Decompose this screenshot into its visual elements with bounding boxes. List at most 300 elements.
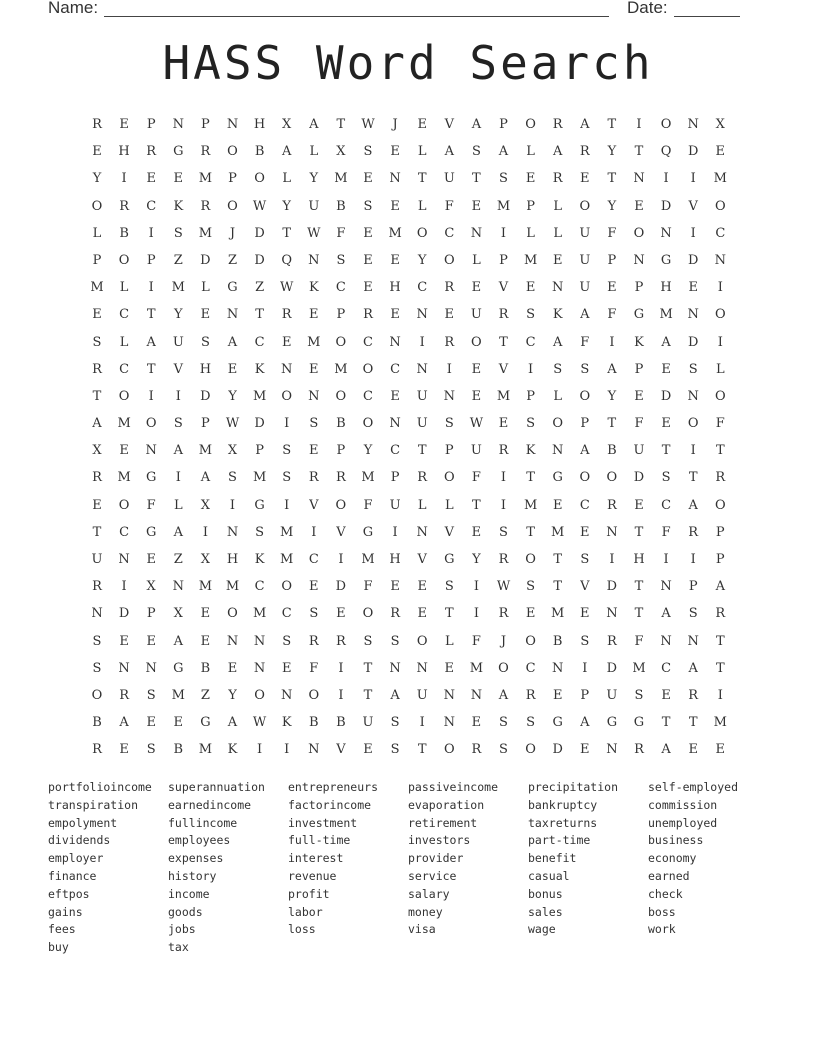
grid-letter[interactable]: U: [443, 171, 455, 187]
grid-letter[interactable]: R: [688, 687, 699, 703]
grid-letter[interactable]: M: [198, 171, 213, 187]
grid-letter[interactable]: S: [146, 687, 156, 703]
grid-letter[interactable]: S: [526, 579, 536, 595]
grid-letter[interactable]: I: [473, 606, 479, 622]
grid-letter[interactable]: L: [444, 633, 454, 649]
grid-letter[interactable]: N: [606, 524, 618, 540]
grid-letter[interactable]: A: [580, 307, 590, 323]
grid-letter[interactable]: W: [252, 198, 267, 214]
grid-letter[interactable]: O: [714, 497, 726, 513]
grid-letter[interactable]: H: [389, 280, 401, 296]
grid-letter[interactable]: D: [118, 606, 130, 622]
grid-letter[interactable]: N: [389, 660, 401, 676]
grid-letter[interactable]: P: [634, 361, 644, 377]
grid-letter[interactable]: O: [254, 687, 265, 703]
grid-letter[interactable]: U: [308, 198, 320, 214]
grid-letter[interactable]: U: [606, 687, 618, 703]
grid-letter[interactable]: S: [553, 361, 563, 377]
grid-letter[interactable]: T: [553, 552, 563, 567]
grid-letter[interactable]: T: [92, 524, 102, 540]
grid-letter[interactable]: Y: [174, 307, 183, 323]
grid-letter[interactable]: R: [715, 606, 726, 622]
grid-letter[interactable]: N: [226, 307, 239, 323]
grid-letter[interactable]: T: [336, 117, 346, 132]
grid-letter[interactable]: Y: [472, 552, 481, 567]
grid-letter[interactable]: T: [282, 225, 292, 241]
grid-letter[interactable]: E: [715, 742, 726, 758]
grid-letter[interactable]: W: [225, 416, 240, 432]
grid-letter[interactable]: E: [119, 117, 129, 132]
grid-letter[interactable]: I: [419, 334, 425, 350]
grid-letter[interactable]: V: [417, 552, 427, 567]
grid-letter[interactable]: M: [117, 470, 131, 486]
grid-letter[interactable]: E: [552, 252, 563, 268]
grid-letter[interactable]: A: [173, 443, 183, 459]
grid-letter[interactable]: S: [526, 715, 536, 731]
grid-letter[interactable]: S: [309, 416, 319, 432]
grid-letter[interactable]: P: [146, 252, 156, 268]
grid-letter[interactable]: D: [660, 198, 672, 214]
grid-letter[interactable]: R: [444, 280, 455, 296]
grid-letter[interactable]: E: [552, 687, 563, 703]
grid-letter[interactable]: N: [470, 225, 483, 241]
grid-letter[interactable]: T: [255, 307, 264, 323]
grid-letter[interactable]: E: [552, 497, 563, 513]
grid-letter[interactable]: O: [227, 198, 238, 214]
grid-letter[interactable]: N: [443, 687, 455, 703]
grid-letter[interactable]: S: [444, 416, 454, 432]
grid-letter[interactable]: C: [390, 361, 401, 377]
grid-letter[interactable]: D: [687, 334, 699, 350]
grid-letter[interactable]: F: [580, 334, 590, 350]
grid-letter[interactable]: P: [715, 552, 725, 567]
grid-letter[interactable]: S: [390, 633, 400, 649]
grid-letter[interactable]: M: [280, 552, 294, 567]
grid-letter[interactable]: M: [632, 660, 646, 676]
grid-letter[interactable]: I: [663, 171, 669, 187]
grid-letter[interactable]: G: [200, 715, 211, 731]
grid-letter[interactable]: O: [579, 388, 591, 404]
grid-letter[interactable]: S: [146, 742, 156, 758]
grid-letter[interactable]: C: [281, 606, 292, 622]
grid-letter[interactable]: N: [172, 117, 184, 132]
grid-letter[interactable]: F: [634, 416, 644, 432]
grid-letter[interactable]: G: [227, 280, 238, 296]
grid-letter[interactable]: P: [255, 443, 264, 459]
grid-letter[interactable]: L: [444, 497, 454, 513]
grid-letter[interactable]: T: [363, 660, 373, 676]
grid-letter[interactable]: S: [309, 606, 319, 622]
grid-letter[interactable]: A: [281, 144, 292, 160]
grid-letter[interactable]: O: [714, 198, 726, 214]
grid-letter[interactable]: R: [552, 117, 563, 132]
grid-letter[interactable]: E: [688, 742, 698, 758]
date-blank-line[interactable]: [674, 16, 740, 17]
grid-letter[interactable]: C: [525, 334, 536, 350]
grid-letter[interactable]: T: [499, 334, 508, 350]
grid-letter[interactable]: B: [336, 715, 346, 731]
grid-letter[interactable]: E: [471, 198, 482, 214]
grid-letter[interactable]: M: [225, 579, 240, 595]
grid-letter[interactable]: E: [146, 715, 156, 731]
grid-letter[interactable]: N: [660, 633, 672, 649]
grid-letter[interactable]: G: [173, 144, 184, 160]
grid-letter[interactable]: D: [254, 225, 265, 241]
grid-letter[interactable]: O: [660, 117, 672, 132]
grid-letter[interactable]: G: [362, 524, 374, 540]
grid-letter[interactable]: U: [633, 443, 645, 459]
grid-letter[interactable]: E: [146, 171, 156, 187]
grid-letter[interactable]: E: [390, 579, 400, 595]
grid-letter[interactable]: Y: [228, 687, 237, 703]
grid-letter[interactable]: L: [309, 144, 319, 160]
grid-letter[interactable]: I: [690, 225, 696, 241]
grid-letter[interactable]: R: [200, 198, 211, 214]
grid-letter[interactable]: F: [471, 470, 481, 486]
grid-letter[interactable]: I: [338, 687, 344, 703]
grid-letter[interactable]: B: [119, 225, 129, 241]
grid-letter[interactable]: N: [552, 280, 564, 296]
grid-letter[interactable]: D: [254, 252, 265, 268]
grid-letter[interactable]: A: [661, 742, 671, 758]
grid-letter[interactable]: M: [252, 470, 267, 486]
grid-letter[interactable]: T: [634, 579, 644, 595]
grid-letter[interactable]: T: [607, 117, 617, 132]
grid-letter[interactable]: S: [444, 579, 454, 595]
grid-letter[interactable]: S: [363, 198, 373, 214]
grid-letter[interactable]: N: [145, 660, 157, 676]
grid-letter[interactable]: P: [92, 252, 102, 268]
grid-letter[interactable]: A: [552, 334, 563, 350]
grid-letter[interactable]: M: [388, 225, 402, 241]
grid-letter[interactable]: O: [525, 633, 536, 649]
grid-letter[interactable]: N: [687, 117, 699, 132]
grid-letter[interactable]: H: [389, 552, 401, 567]
grid-letter[interactable]: I: [717, 280, 723, 296]
grid-letter[interactable]: B: [309, 715, 319, 731]
grid-letter[interactable]: T: [661, 443, 671, 459]
grid-letter[interactable]: Y: [363, 443, 373, 459]
grid-letter[interactable]: D: [254, 416, 265, 432]
grid-letter[interactable]: P: [715, 524, 725, 540]
grid-letter[interactable]: W: [361, 117, 375, 132]
grid-letter[interactable]: T: [526, 470, 535, 486]
grid-letter[interactable]: O: [118, 252, 130, 268]
grid-letter[interactable]: E: [309, 361, 319, 377]
grid-letter[interactable]: D: [200, 252, 211, 268]
grid-letter[interactable]: D: [335, 579, 347, 595]
grid-letter[interactable]: V: [580, 579, 590, 595]
grid-letter[interactable]: I: [717, 687, 723, 703]
grid-letter[interactable]: T: [146, 361, 156, 377]
grid-letter[interactable]: C: [363, 388, 373, 404]
grid-letter[interactable]: E: [471, 524, 482, 540]
grid-letter[interactable]: L: [715, 361, 725, 377]
grid-letter[interactable]: F: [471, 633, 481, 649]
grid-letter[interactable]: V: [309, 497, 319, 513]
grid-letter[interactable]: N: [91, 606, 103, 622]
grid-letter[interactable]: I: [392, 524, 398, 540]
grid-letter[interactable]: B: [92, 715, 102, 731]
grid-letter[interactable]: R: [715, 470, 726, 486]
grid-letter[interactable]: X: [282, 117, 292, 132]
grid-letter[interactable]: X: [200, 552, 211, 567]
grid-letter[interactable]: O: [579, 198, 591, 214]
grid-letter[interactable]: F: [715, 416, 725, 432]
grid-letter[interactable]: R: [634, 742, 644, 758]
grid-letter[interactable]: E: [146, 633, 156, 649]
grid-letter[interactable]: M: [307, 334, 321, 350]
grid-letter[interactable]: F: [363, 579, 373, 595]
grid-letter[interactable]: I: [148, 280, 154, 296]
grid-letter[interactable]: D: [687, 144, 699, 160]
grid-letter[interactable]: M: [252, 606, 267, 622]
grid-letter[interactable]: K: [254, 552, 265, 567]
grid-letter[interactable]: O: [362, 606, 374, 622]
grid-letter[interactable]: L: [92, 225, 102, 241]
grid-letter[interactable]: M: [469, 660, 484, 676]
grid-letter[interactable]: E: [309, 443, 319, 459]
name-blank-line[interactable]: [104, 16, 609, 17]
grid-letter[interactable]: G: [633, 307, 645, 323]
grid-letter[interactable]: E: [444, 307, 455, 323]
grid-letter[interactable]: Z: [227, 252, 238, 268]
grid-letter[interactable]: S: [526, 416, 536, 432]
grid-letter[interactable]: A: [688, 497, 698, 513]
grid-letter[interactable]: S: [390, 742, 400, 758]
grid-letter[interactable]: E: [634, 198, 644, 214]
grid-letter[interactable]: T: [526, 524, 535, 540]
grid-letter[interactable]: M: [713, 715, 727, 731]
grid-letter[interactable]: E: [390, 307, 400, 323]
grid-letter[interactable]: M: [280, 524, 294, 540]
grid-letter[interactable]: B: [607, 443, 617, 459]
grid-letter[interactable]: E: [661, 361, 671, 377]
grid-letter[interactable]: T: [607, 416, 617, 432]
grid-letter[interactable]: Y: [228, 388, 237, 404]
grid-letter[interactable]: M: [496, 198, 511, 214]
grid-letter[interactable]: O: [227, 606, 238, 622]
grid-letter[interactable]: M: [713, 171, 727, 187]
grid-letter[interactable]: I: [717, 334, 723, 350]
grid-letter[interactable]: S: [363, 144, 373, 160]
grid-letter[interactable]: R: [390, 606, 400, 622]
grid-letter[interactable]: C: [661, 660, 672, 676]
grid-letter[interactable]: E: [634, 497, 644, 513]
grid-letter[interactable]: R: [200, 144, 211, 160]
grid-letter[interactable]: P: [499, 252, 508, 268]
grid-letter[interactable]: M: [117, 416, 131, 432]
grid-letter[interactable]: I: [338, 660, 344, 676]
grid-letter[interactable]: E: [200, 606, 211, 622]
grid-letter[interactable]: E: [363, 171, 373, 187]
grid-letter[interactable]: N: [118, 552, 130, 567]
grid-letter[interactable]: E: [390, 388, 400, 404]
grid-letter[interactable]: X: [146, 579, 156, 595]
grid-letter[interactable]: Z: [255, 280, 265, 296]
grid-letter[interactable]: O: [471, 334, 482, 350]
grid-letter[interactable]: X: [92, 443, 102, 459]
grid-letter[interactable]: O: [145, 416, 157, 432]
grid-letter[interactable]: O: [443, 742, 455, 758]
grid-letter[interactable]: Y: [607, 198, 617, 214]
grid-letter[interactable]: E: [281, 334, 292, 350]
grid-letter[interactable]: E: [417, 579, 427, 595]
grid-letter[interactable]: Z: [200, 687, 210, 703]
grid-letter[interactable]: N: [443, 715, 455, 731]
grid-letter[interactable]: I: [284, 497, 290, 513]
grid-letter[interactable]: U: [172, 334, 184, 350]
grid-letter[interactable]: M: [171, 687, 185, 703]
grid-letter[interactable]: W: [469, 416, 484, 432]
grid-letter[interactable]: R: [363, 307, 373, 323]
grid-letter[interactable]: N: [714, 252, 726, 268]
grid-letter[interactable]: D: [660, 388, 672, 404]
grid-letter[interactable]: N: [145, 443, 157, 459]
grid-letter[interactable]: R: [498, 443, 509, 459]
grid-letter[interactable]: K: [552, 307, 563, 323]
grid-letter[interactable]: S: [282, 633, 292, 649]
grid-letter[interactable]: R: [335, 633, 346, 649]
grid-letter[interactable]: I: [121, 579, 127, 595]
grid-letter[interactable]: S: [390, 715, 400, 731]
grid-letter[interactable]: L: [201, 280, 210, 296]
grid-letter[interactable]: H: [253, 117, 266, 132]
grid-letter[interactable]: O: [687, 416, 699, 432]
grid-letter[interactable]: S: [499, 742, 508, 758]
grid-letter[interactable]: Q: [281, 252, 293, 268]
grid-letter[interactable]: I: [690, 552, 696, 567]
grid-letter[interactable]: C: [119, 361, 130, 377]
grid-letter[interactable]: N: [660, 225, 672, 241]
grid-letter[interactable]: V: [336, 524, 346, 540]
grid-letter[interactable]: V: [444, 117, 454, 132]
grid-letter[interactable]: N: [389, 416, 401, 432]
grid-letter[interactable]: J: [392, 117, 398, 132]
grid-letter[interactable]: R: [92, 742, 102, 758]
grid-letter[interactable]: E: [200, 633, 211, 649]
grid-letter[interactable]: E: [227, 660, 238, 676]
grid-letter[interactable]: F: [363, 497, 373, 513]
grid-letter[interactable]: E: [471, 280, 482, 296]
grid-letter[interactable]: R: [444, 334, 455, 350]
grid-letter[interactable]: V: [336, 742, 346, 758]
grid-letter[interactable]: P: [499, 117, 508, 132]
grid-letter[interactable]: R: [471, 742, 482, 758]
grid-letter[interactable]: O: [308, 687, 320, 703]
grid-letter[interactable]: O: [525, 117, 536, 132]
grid-letter[interactable]: P: [201, 416, 210, 432]
grid-letter[interactable]: E: [173, 171, 184, 187]
grid-letter[interactable]: O: [254, 171, 265, 187]
grid-letter[interactable]: C: [661, 497, 672, 513]
grid-letter[interactable]: Y: [607, 388, 617, 404]
grid-letter[interactable]: S: [92, 633, 102, 649]
grid-letter[interactable]: R: [552, 171, 563, 187]
grid-letter[interactable]: L: [526, 225, 535, 241]
grid-letter[interactable]: E: [363, 280, 373, 296]
grid-letter[interactable]: R: [606, 497, 617, 513]
grid-letter[interactable]: F: [607, 225, 617, 241]
grid-letter[interactable]: O: [633, 225, 645, 241]
grid-letter[interactable]: E: [688, 280, 698, 296]
grid-letter[interactable]: T: [417, 742, 427, 758]
grid-letter[interactable]: O: [362, 416, 374, 432]
grid-letter[interactable]: S: [336, 252, 346, 268]
grid-letter[interactable]: E: [92, 307, 102, 323]
grid-letter[interactable]: B: [200, 660, 211, 676]
grid-letter[interactable]: C: [579, 497, 590, 513]
grid-letter[interactable]: E: [200, 307, 211, 323]
grid-letter[interactable]: A: [580, 715, 590, 731]
grid-letter[interactable]: Y: [309, 171, 319, 187]
grid-letter[interactable]: I: [257, 742, 263, 758]
grid-letter[interactable]: I: [528, 361, 534, 377]
grid-letter[interactable]: S: [688, 361, 698, 377]
grid-letter[interactable]: K: [634, 334, 644, 350]
grid-letter[interactable]: N: [389, 334, 401, 350]
grid-letter[interactable]: R: [498, 552, 509, 567]
grid-letter[interactable]: T: [634, 606, 644, 622]
grid-letter[interactable]: L: [417, 497, 427, 513]
grid-letter[interactable]: I: [500, 225, 507, 241]
grid-letter[interactable]: F: [444, 198, 454, 214]
grid-letter[interactable]: P: [607, 252, 617, 268]
grid-letter[interactable]: C: [146, 198, 157, 214]
grid-letter[interactable]: M: [361, 552, 375, 567]
grid-letter[interactable]: T: [634, 144, 644, 160]
grid-letter[interactable]: O: [281, 579, 293, 595]
grid-letter[interactable]: L: [553, 198, 562, 214]
grid-letter[interactable]: I: [284, 416, 290, 432]
grid-letter[interactable]: T: [661, 715, 671, 731]
grid-letter[interactable]: E: [390, 252, 400, 268]
grid-letter[interactable]: R: [92, 117, 102, 132]
grid-letter[interactable]: A: [580, 443, 590, 459]
grid-letter[interactable]: O: [714, 388, 726, 404]
grid-letter[interactable]: W: [280, 280, 294, 296]
grid-letter[interactable]: R: [308, 633, 319, 649]
grid-letter[interactable]: S: [92, 660, 102, 676]
grid-letter[interactable]: C: [254, 334, 265, 350]
grid-letter[interactable]: A: [580, 117, 590, 132]
grid-letter[interactable]: P: [580, 416, 590, 432]
grid-letter[interactable]: V: [498, 280, 509, 296]
grid-letter[interactable]: S: [255, 524, 265, 540]
grid-letter[interactable]: G: [606, 715, 618, 731]
grid-letter[interactable]: A: [173, 524, 183, 540]
grid-letter[interactable]: A: [309, 117, 319, 132]
grid-letter[interactable]: S: [499, 524, 508, 540]
grid-letter[interactable]: W: [252, 715, 267, 731]
grid-letter[interactable]: M: [90, 280, 104, 296]
grid-letter[interactable]: B: [336, 198, 346, 214]
grid-letter[interactable]: Y: [92, 171, 102, 187]
grid-letter[interactable]: P: [580, 687, 590, 703]
grid-letter[interactable]: I: [338, 552, 344, 567]
grid-letter[interactable]: O: [416, 633, 428, 649]
grid-letter[interactable]: E: [119, 443, 129, 459]
grid-letter[interactable]: I: [500, 470, 507, 486]
grid-letter[interactable]: L: [417, 144, 427, 160]
grid-letter[interactable]: U: [470, 307, 482, 323]
grid-letter[interactable]: O: [606, 470, 618, 486]
grid-letter[interactable]: N: [253, 633, 266, 649]
grid-letter[interactable]: I: [175, 470, 181, 486]
grid-letter[interactable]: G: [552, 470, 563, 486]
grid-letter[interactable]: C: [525, 660, 536, 676]
grid-letter[interactable]: L: [472, 252, 481, 268]
